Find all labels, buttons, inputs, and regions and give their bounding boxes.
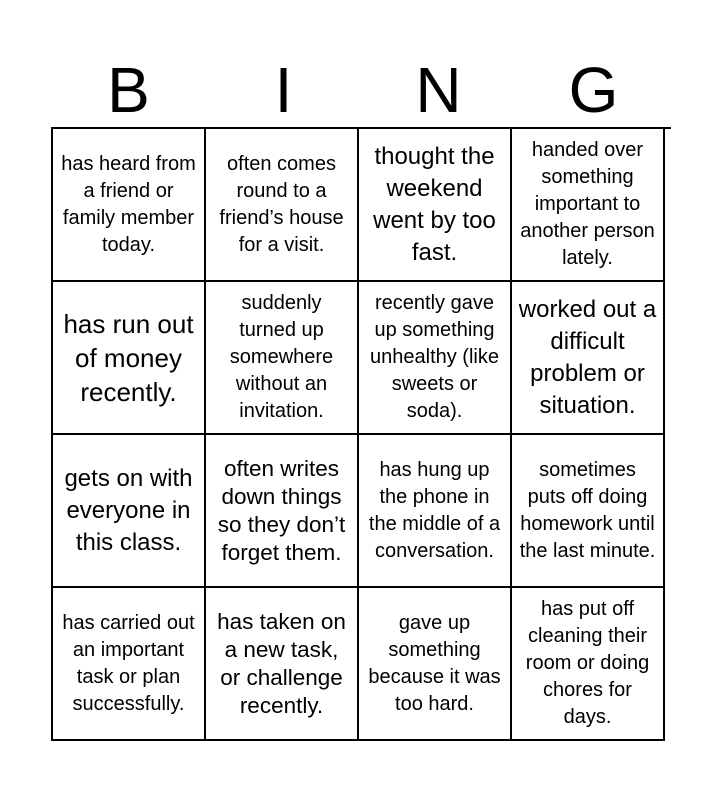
header-letter-g: G	[568, 54, 619, 126]
cell-text: has put off cleaning their room or doing chores for days.	[525, 598, 650, 728]
header-letter-i: I	[274, 54, 293, 126]
bingo-cell-r1c2[interactable]	[206, 129, 359, 282]
header-letter-b: B	[107, 54, 150, 126]
bingo-cell-r4c3[interactable]	[359, 588, 512, 741]
cell-text: gave up something because it was too hard.	[368, 611, 501, 715]
cell-text: has taken on a new task, or challenge recently.	[217, 608, 346, 718]
header-letter-n: N	[415, 54, 462, 126]
bingo-cell-r3c4[interactable]	[512, 435, 665, 588]
cell-text: gets on with everyone in this class.	[64, 464, 193, 556]
cell-text: handed over something important to another person lately.	[520, 139, 655, 269]
bingo-cell-r4c4[interactable]	[512, 588, 665, 741]
bingo-cell-r1c4[interactable]	[512, 129, 665, 282]
bingo-cell-r4c1[interactable]	[53, 588, 206, 741]
bingo-header	[51, 52, 671, 128]
bingo-cell-r2c3[interactable]	[359, 282, 512, 435]
cell-text: sometimes puts off doing homework until the last minute.	[519, 458, 656, 562]
bingo-cell-r1c1[interactable]	[53, 129, 206, 282]
cell-text: often comes round to a friend’s house for a visit.	[219, 152, 344, 256]
cell-text: recently gave up something unhealthy (like sweets or soda).	[370, 292, 499, 422]
cell-text: has run out of money recently.	[63, 308, 194, 407]
cell-text: has heard from a friend or family member today.	[61, 152, 196, 256]
bingo-cell-r2c1[interactable]	[53, 282, 206, 435]
cell-text: suddenly turned up somewhere without an invitation.	[229, 292, 334, 422]
bingo-cell-r1c3[interactable]	[359, 129, 512, 282]
bingo-cell-r4c2[interactable]	[206, 588, 359, 741]
cell-text: often writes down things so they don’t forget them.	[217, 455, 346, 565]
bingo-board	[51, 127, 671, 741]
cell-text: has hung up the phone in the middle of a conversation.	[368, 458, 501, 562]
bingo-cell-r2c4[interactable]	[512, 282, 665, 435]
bingo-cell-r2c2[interactable]	[206, 282, 359, 435]
cell-text: thought the weekend went by too fast.	[373, 142, 496, 266]
bingo-cell-r3c3[interactable]	[359, 435, 512, 588]
cell-text: has carried out an important task or plan successfully.	[62, 611, 195, 715]
bingo-cell-r3c1[interactable]	[53, 435, 206, 588]
bingo-cell-r3c2[interactable]	[206, 435, 359, 588]
cell-text: worked out a difficult problem or situation.	[518, 295, 657, 419]
